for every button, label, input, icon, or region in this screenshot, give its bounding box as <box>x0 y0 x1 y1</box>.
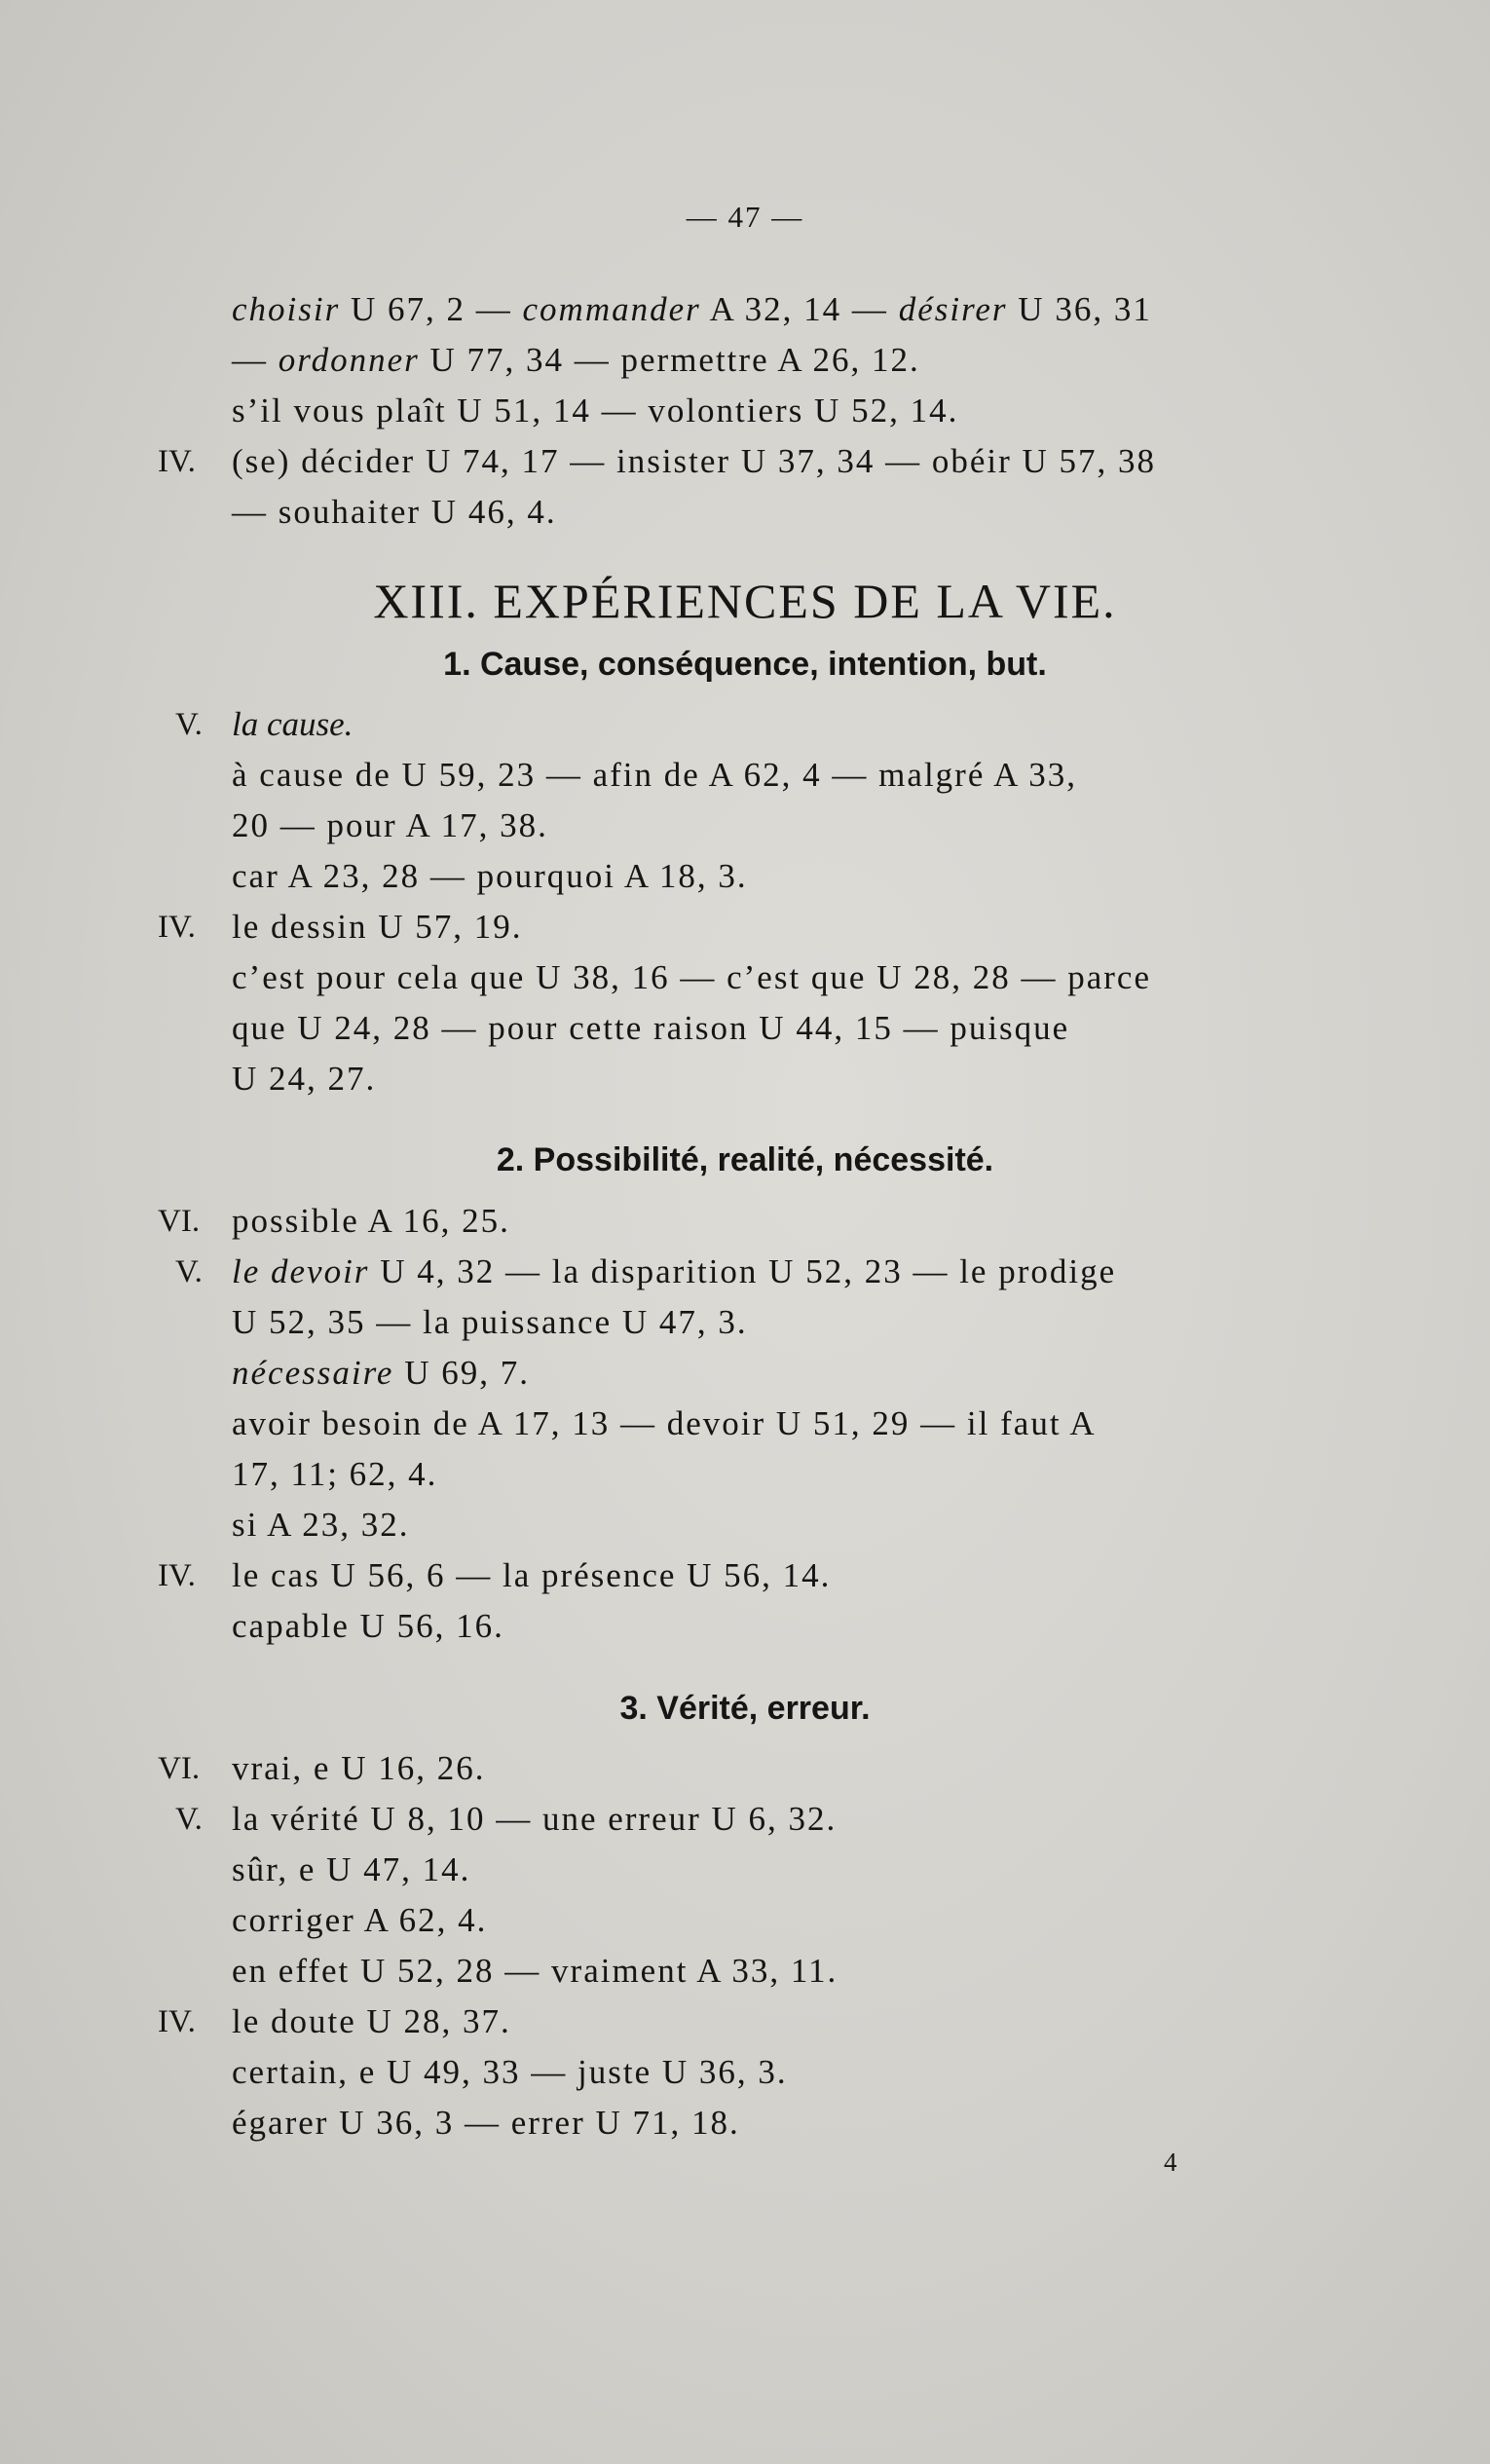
level-marker: IV. <box>158 910 196 945</box>
signature-mark: 4 <box>1164 2147 1177 2177</box>
entry-line: corriger A 62, 4. <box>232 1901 488 1939</box>
page-number: — 47 — <box>686 200 804 234</box>
entry-line: en effet U 52, 28 — vraiment A 33, 11. <box>232 1952 838 1990</box>
entry-line: — souhaiter U 46, 4. <box>232 493 557 531</box>
entry-line: le devoir U 4, 32 — la disparition U 52, 23 — le prodige <box>232 1252 1117 1290</box>
section-heading: 1. Cause, conséquence, intention, but. <box>443 646 1047 683</box>
entry-line: c’est pour cela que U 38, 16 — c’est que U 28, 28 — parce <box>232 958 1152 996</box>
level-marker: V. <box>175 1802 203 1837</box>
entry-line: — ordonner U 77, 34 — permettre A 26, 12. <box>232 341 920 379</box>
level-marker: V. <box>175 1254 203 1289</box>
section-heading: 2. Possibilité, realité, nécessité. <box>496 1141 994 1178</box>
entry-line: capable U 56, 16. <box>232 1607 504 1645</box>
entry-line: 17, 11; 62, 4. <box>232 1455 438 1493</box>
level-marker: IV. <box>158 1558 196 1593</box>
entry-line: vrai, e U 16, 26. <box>232 1749 486 1787</box>
entry-line: si A 23, 32. <box>232 1506 410 1544</box>
entry-line: que U 24, 28 — pour cette raison U 44, 15 — puisque <box>232 1009 1070 1047</box>
entry-line: choisir U 67, 2 — commander A 32, 14 — désirer U 36, 31 <box>232 290 1152 328</box>
entry-line: nécessaire U 69, 7. <box>232 1354 530 1392</box>
entry-line: certain, e U 49, 33 — juste U 36, 3. <box>232 2053 788 2091</box>
entry-line: sûr, e U 47, 14. <box>232 1850 471 1888</box>
level-marker: VI. <box>158 1204 201 1239</box>
entry-line: la cause. <box>232 705 354 743</box>
entry-line: avoir besoin de A 17, 13 — devoir U 51, 29 — il faut A <box>232 1404 1097 1442</box>
entry-line: car A 23, 28 — pourquoi A 18, 3. <box>232 857 748 895</box>
chapter-title: XIII. EXPÉRIENCES DE LA VIE. <box>373 574 1117 628</box>
entry-line: U 24, 27. <box>232 1060 377 1098</box>
entry-line: le doute U 28, 37. <box>232 2002 511 2040</box>
entry-line: s’il vous plaît U 51, 14 — volontiers U 52, 14. <box>232 392 959 429</box>
section-heading: 3. Vérité, erreur. <box>619 1690 871 1727</box>
level-marker: V. <box>175 707 203 742</box>
level-marker: IV. <box>158 444 196 479</box>
level-marker: IV. <box>158 2004 196 2039</box>
entry-line: la vérité U 8, 10 — une erreur U 6, 32. <box>232 1800 838 1838</box>
level-marker: VI. <box>158 1751 201 1786</box>
entry-line: 20 — pour A 17, 38. <box>232 806 548 844</box>
entry-line: le cas U 56, 6 — la présence U 56, 14. <box>232 1556 832 1594</box>
entry-line: (se) décider U 74, 17 — insister U 37, 34 — obéir U 57, 38 <box>232 442 1157 480</box>
entry-line: égarer U 36, 3 — errer U 71, 18. <box>232 2104 740 2142</box>
entry-line: le dessin U 57, 19. <box>232 908 523 946</box>
entry-line: possible A 16, 25. <box>232 1202 510 1240</box>
entry-line: à cause de U 59, 23 — afin de A 62, 4 — malgré A 33, <box>232 756 1078 794</box>
entry-line: U 52, 35 — la puissance U 47, 3. <box>232 1303 748 1341</box>
